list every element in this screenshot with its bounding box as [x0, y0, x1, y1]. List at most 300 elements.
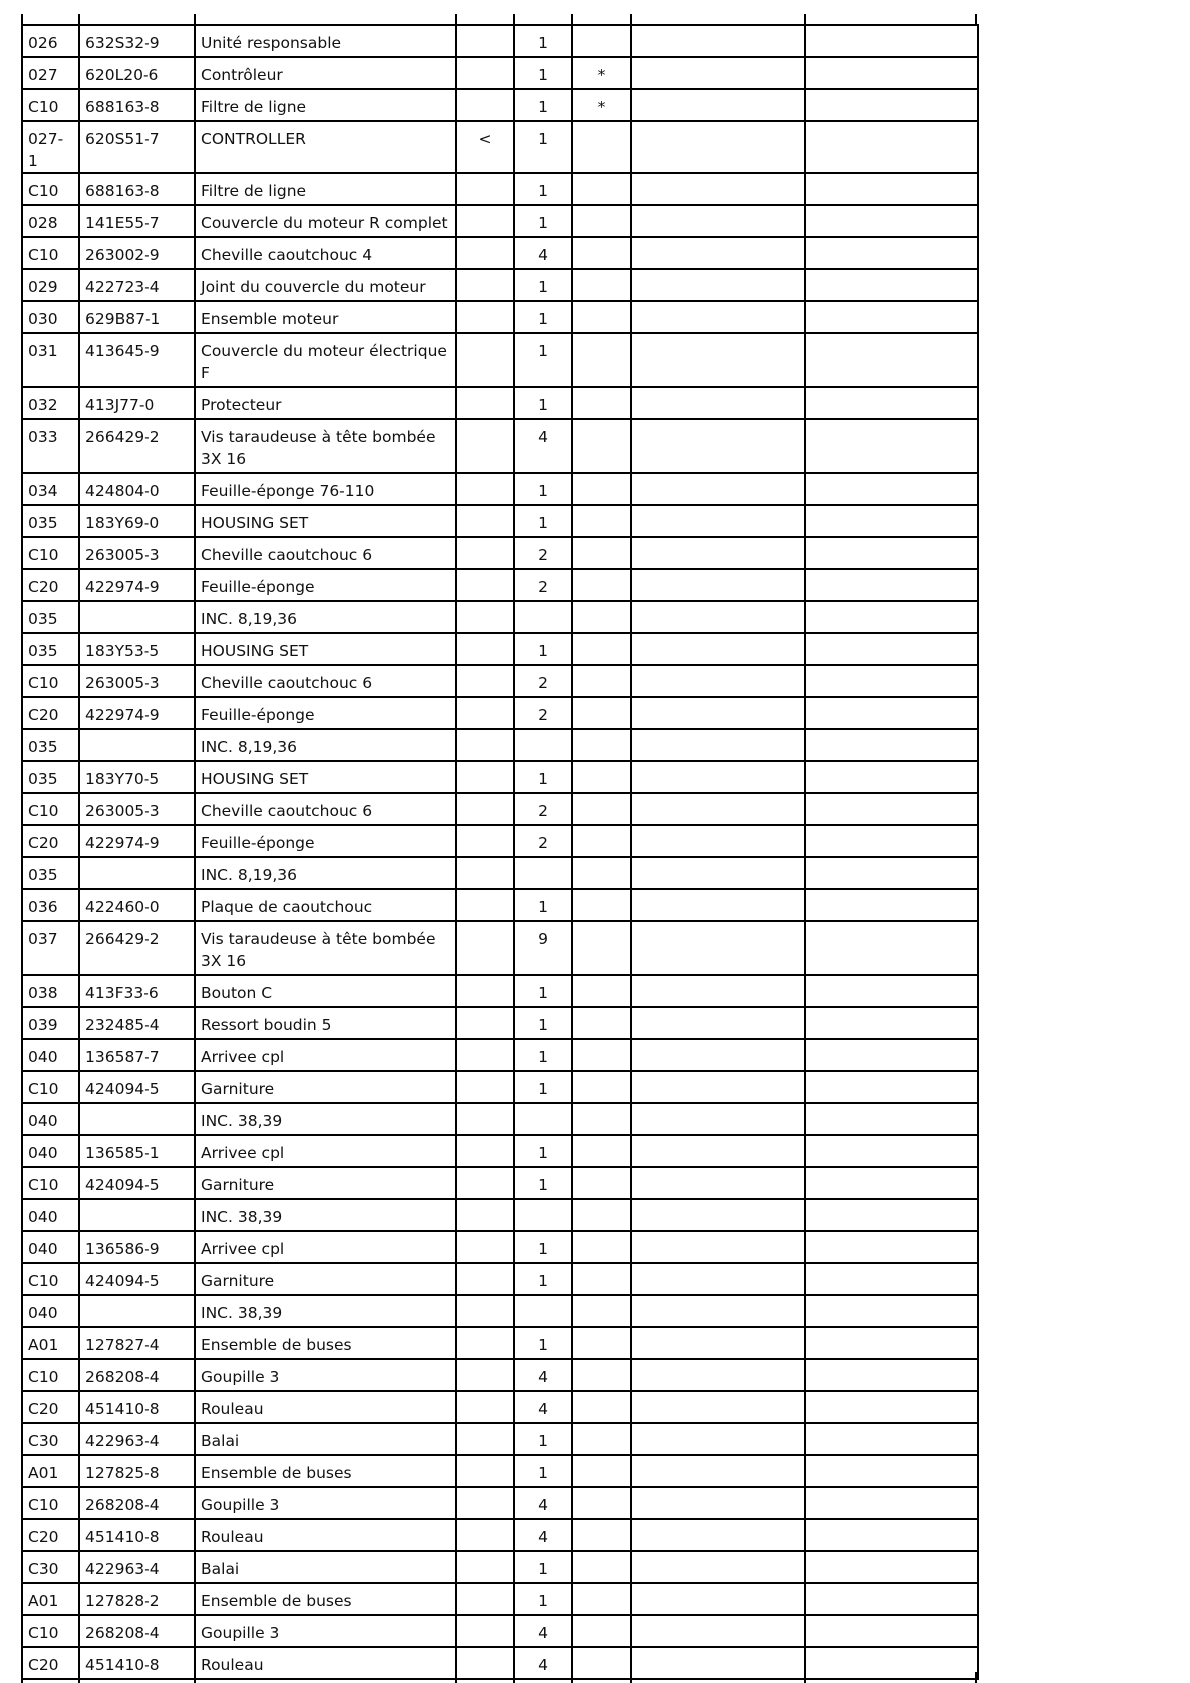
blank-cell [631, 1071, 805, 1103]
part-number-cell: 451410-8 [79, 1647, 195, 1679]
part-number-cell: 266429-2 [79, 921, 195, 975]
ref-number-cell: 034 [22, 473, 79, 505]
description-cell: Cheville caoutchouc 6 [195, 793, 456, 825]
table-row [22, 729, 978, 761]
blank-cell [631, 1455, 805, 1487]
table-row [22, 121, 978, 173]
blank-cell [631, 975, 805, 1007]
part-number-cell: 422963-4 [79, 1423, 195, 1455]
quantity-cell: 1 [514, 1071, 572, 1103]
table-row [22, 1295, 978, 1327]
note-cell [456, 1615, 514, 1647]
part-number-cell: 127827-4 [79, 1327, 195, 1359]
blank-cell [805, 601, 978, 633]
mark-cell [572, 1199, 631, 1231]
blank-cell [805, 697, 978, 729]
table-row [22, 761, 978, 793]
note-cell [456, 173, 514, 205]
part-number-cell: 263002-9 [79, 237, 195, 269]
ref-number-cell: C30 [22, 1423, 79, 1455]
description-cell: INC. 8,19,36 [195, 601, 456, 633]
note-cell [456, 1135, 514, 1167]
table-row [22, 419, 978, 473]
table-row [22, 569, 978, 601]
description-cell: Feuille-éponge [195, 569, 456, 601]
blank-cell [631, 1263, 805, 1295]
table-row [22, 301, 978, 333]
part-number-cell: 413645-9 [79, 333, 195, 387]
blank-cell [631, 387, 805, 419]
description-cell: Protecteur [195, 387, 456, 419]
quantity-cell: 1 [514, 1551, 572, 1583]
mark-cell [572, 1103, 631, 1135]
ref-number-cell: C20 [22, 697, 79, 729]
mark-cell [572, 569, 631, 601]
blank-cell [805, 761, 978, 793]
mark-cell [572, 505, 631, 537]
blank-cell [805, 1167, 978, 1199]
mark-cell [572, 25, 631, 57]
blank-cell [631, 333, 805, 387]
blank-cell [805, 237, 978, 269]
ref-number-cell: 040 [22, 1199, 79, 1231]
mark-cell [572, 889, 631, 921]
note-cell [456, 975, 514, 1007]
mark-cell [572, 1135, 631, 1167]
mark-cell [572, 1007, 631, 1039]
ref-number-cell: C10 [22, 665, 79, 697]
description-cell: HOUSING SET [195, 761, 456, 793]
table-row [22, 1423, 978, 1455]
part-number-cell: 451410-8 [79, 1391, 195, 1423]
description-cell: INC. 38,39 [195, 1199, 456, 1231]
mark-cell [572, 205, 631, 237]
table-row [22, 1583, 978, 1615]
note-cell: < [456, 121, 514, 173]
note-cell [456, 921, 514, 975]
quantity-cell: 1 [514, 505, 572, 537]
note-cell [456, 1455, 514, 1487]
table-row [22, 889, 978, 921]
description-cell: Feuille-éponge [195, 697, 456, 729]
description-cell: Vis taraudeuse à tête bombée 3X 16 [195, 921, 456, 975]
note-cell [456, 1583, 514, 1615]
part-number-cell: 424094-5 [79, 1167, 195, 1199]
quantity-cell: 9 [514, 921, 572, 975]
quantity-cell: 1 [514, 633, 572, 665]
ref-number-cell: C20 [22, 825, 79, 857]
part-number-cell: 127828-2 [79, 1583, 195, 1615]
mark-cell [572, 1391, 631, 1423]
mark-cell [572, 333, 631, 387]
ref-number-cell: 031 [22, 333, 79, 387]
ref-number-cell: 032 [22, 387, 79, 419]
note-cell [456, 697, 514, 729]
quantity-cell: 4 [514, 419, 572, 473]
table-row [22, 537, 978, 569]
blank-cell [805, 537, 978, 569]
quantity-cell: 4 [514, 1359, 572, 1391]
quantity-cell: 1 [514, 1039, 572, 1071]
blank-cell [805, 419, 978, 473]
part-number-cell: 422723-4 [79, 269, 195, 301]
note-cell [456, 1071, 514, 1103]
mark-cell [572, 419, 631, 473]
blank-cell [805, 301, 978, 333]
ref-number-cell: 029 [22, 269, 79, 301]
blank-cell [631, 173, 805, 205]
table-row [22, 793, 978, 825]
blank-cell [805, 269, 978, 301]
description-cell: Ensemble de buses [195, 1455, 456, 1487]
blank-cell [805, 1103, 978, 1135]
mark-cell [572, 537, 631, 569]
table-row [22, 825, 978, 857]
quantity-cell [514, 857, 572, 889]
ref-number-cell: 028 [22, 205, 79, 237]
note-cell [456, 537, 514, 569]
blank-cell [631, 1583, 805, 1615]
part-number-cell: 629B87-1 [79, 301, 195, 333]
quantity-cell: 1 [514, 301, 572, 333]
note-cell [456, 89, 514, 121]
description-cell: Feuille-éponge [195, 825, 456, 857]
quantity-cell: 1 [514, 1327, 572, 1359]
part-number-cell: 413F33-6 [79, 975, 195, 1007]
quantity-cell: 1 [514, 89, 572, 121]
table-row [22, 57, 978, 89]
blank-cell [631, 301, 805, 333]
note-cell [456, 505, 514, 537]
blank-cell [631, 569, 805, 601]
ref-number-cell: 030 [22, 301, 79, 333]
note-cell [456, 473, 514, 505]
blank-cell [805, 387, 978, 419]
note-cell [456, 1039, 514, 1071]
quantity-cell: 2 [514, 569, 572, 601]
mark-cell [572, 601, 631, 633]
description-cell: INC. 38,39 [195, 1103, 456, 1135]
note-cell [456, 301, 514, 333]
ref-number-cell: 040 [22, 1039, 79, 1071]
blank-cell [631, 1391, 805, 1423]
quantity-cell: 1 [514, 121, 572, 173]
blank-cell [805, 121, 978, 173]
blank-cell [631, 1007, 805, 1039]
table-row [22, 1327, 978, 1359]
part-number-cell [79, 1103, 195, 1135]
description-cell: Couvercle du moteur R complet [195, 205, 456, 237]
quantity-cell: 4 [514, 1519, 572, 1551]
note-cell [456, 633, 514, 665]
blank-cell [631, 1615, 805, 1647]
quantity-cell: 4 [514, 1487, 572, 1519]
note-cell [456, 1231, 514, 1263]
ref-number-cell: C10 [22, 537, 79, 569]
quantity-cell [514, 601, 572, 633]
blank-cell [805, 89, 978, 121]
mark-cell [572, 921, 631, 975]
blank-cell [631, 1647, 805, 1679]
quantity-cell: 4 [514, 1615, 572, 1647]
ref-number-cell: 040 [22, 1295, 79, 1327]
ref-number-cell: C10 [22, 1263, 79, 1295]
blank-cell [631, 473, 805, 505]
table-row [22, 1007, 978, 1039]
table-row [22, 173, 978, 205]
part-number-cell: 268208-4 [79, 1359, 195, 1391]
blank-cell [805, 1199, 978, 1231]
blank-cell [805, 665, 978, 697]
mark-cell [572, 387, 631, 419]
blank-cell [805, 1327, 978, 1359]
mark-cell [572, 1487, 631, 1519]
description-cell: Cheville caoutchouc 4 [195, 237, 456, 269]
mark-cell [572, 1167, 631, 1199]
note-cell [456, 1551, 514, 1583]
mark-cell [572, 975, 631, 1007]
ref-number-cell: 033 [22, 419, 79, 473]
table-row [22, 1519, 978, 1551]
quantity-cell [514, 1199, 572, 1231]
part-number-cell [79, 1199, 195, 1231]
note-cell [456, 793, 514, 825]
blank-cell [631, 25, 805, 57]
blank-cell [631, 419, 805, 473]
ref-number-cell: C10 [22, 89, 79, 121]
blank-cell [631, 1231, 805, 1263]
part-number-cell: 183Y69-0 [79, 505, 195, 537]
quantity-cell [514, 729, 572, 761]
ref-number-cell: C10 [22, 237, 79, 269]
part-number-cell: 136585-1 [79, 1135, 195, 1167]
description-cell: Balai [195, 1551, 456, 1583]
quantity-cell: 1 [514, 1135, 572, 1167]
part-number-cell: 632S32-9 [79, 25, 195, 57]
ref-number-cell: 027-1 [22, 121, 79, 173]
blank-cell [631, 1519, 805, 1551]
mark-cell [572, 173, 631, 205]
quantity-cell: 4 [514, 1391, 572, 1423]
note-cell [456, 857, 514, 889]
table-row [22, 1103, 978, 1135]
part-number-cell: 266429-2 [79, 419, 195, 473]
table-row [22, 1263, 978, 1295]
note-cell [456, 729, 514, 761]
note-cell [456, 1391, 514, 1423]
quantity-cell: 1 [514, 173, 572, 205]
quantity-cell: 1 [514, 473, 572, 505]
blank-cell [805, 473, 978, 505]
blank-cell [805, 1615, 978, 1647]
blank-cell [631, 793, 805, 825]
part-number-cell: 422974-9 [79, 569, 195, 601]
blank-cell [631, 1327, 805, 1359]
blank-cell [805, 1039, 978, 1071]
description-cell: Balai [195, 1423, 456, 1455]
table-row [22, 1039, 978, 1071]
description-cell: HOUSING SET [195, 505, 456, 537]
description-cell: Ensemble de buses [195, 1327, 456, 1359]
mark-cell [572, 269, 631, 301]
quantity-cell: 1 [514, 975, 572, 1007]
blank-cell [631, 761, 805, 793]
blank-cell [805, 57, 978, 89]
blank-cell [805, 889, 978, 921]
parts-list-body [22, 25, 978, 1679]
blank-cell [631, 1103, 805, 1135]
table-row [22, 269, 978, 301]
ref-number-cell: C20 [22, 1647, 79, 1679]
table-row [22, 857, 978, 889]
table-row [22, 237, 978, 269]
mark-cell [572, 1423, 631, 1455]
table-row [22, 505, 978, 537]
note-cell [456, 237, 514, 269]
note-cell [456, 1519, 514, 1551]
description-cell: CONTROLLER [195, 121, 456, 173]
part-number-cell: 127825-8 [79, 1455, 195, 1487]
blank-cell [805, 25, 978, 57]
blank-cell [805, 1455, 978, 1487]
mark-cell [572, 1071, 631, 1103]
blank-cell [631, 697, 805, 729]
description-cell: Joint du couvercle du moteur [195, 269, 456, 301]
description-cell: Garniture [195, 1071, 456, 1103]
quantity-cell: 1 [514, 1583, 572, 1615]
part-number-cell: 422974-9 [79, 825, 195, 857]
mark-cell [572, 1455, 631, 1487]
quantity-cell: 2 [514, 665, 572, 697]
ref-number-cell: C20 [22, 569, 79, 601]
part-number-cell: 620S51-7 [79, 121, 195, 173]
part-number-cell: 424094-5 [79, 1263, 195, 1295]
note-cell [456, 1263, 514, 1295]
ref-number-cell: C10 [22, 173, 79, 205]
blank-cell [631, 889, 805, 921]
description-cell: Rouleau [195, 1647, 456, 1679]
description-cell: Contrôleur [195, 57, 456, 89]
part-number-cell: 413J77-0 [79, 387, 195, 419]
note-cell [456, 889, 514, 921]
blank-cell [805, 1487, 978, 1519]
note-cell [456, 1647, 514, 1679]
part-number-cell: 422460-0 [79, 889, 195, 921]
quantity-cell: 1 [514, 205, 572, 237]
part-number-cell: 136587-7 [79, 1039, 195, 1071]
mark-cell [572, 1647, 631, 1679]
quantity-cell: 2 [514, 697, 572, 729]
ref-number-cell: C10 [22, 1615, 79, 1647]
note-cell [456, 333, 514, 387]
quantity-cell: 1 [514, 1231, 572, 1263]
quantity-cell [514, 1295, 572, 1327]
ref-number-cell: 036 [22, 889, 79, 921]
note-cell [456, 825, 514, 857]
note-cell [456, 665, 514, 697]
description-cell: Goupille 3 [195, 1487, 456, 1519]
mark-cell: * [572, 89, 631, 121]
ref-number-cell: C10 [22, 1071, 79, 1103]
table-row [22, 1647, 978, 1679]
mark-cell [572, 825, 631, 857]
blank-cell [805, 1391, 978, 1423]
quantity-cell: 1 [514, 25, 572, 57]
part-number-cell: 136586-9 [79, 1231, 195, 1263]
parts-list-table [21, 24, 979, 1680]
note-cell [456, 1103, 514, 1135]
ref-number-cell: C20 [22, 1391, 79, 1423]
part-number-cell: 263005-3 [79, 665, 195, 697]
table-row [22, 25, 978, 57]
blank-cell [631, 665, 805, 697]
mark-cell [572, 697, 631, 729]
quantity-cell: 1 [514, 1263, 572, 1295]
blank-cell [631, 1167, 805, 1199]
part-number-cell: 688163-8 [79, 173, 195, 205]
mark-cell [572, 1359, 631, 1391]
description-cell: Unité responsable [195, 25, 456, 57]
blank-cell [631, 89, 805, 121]
note-cell [456, 1295, 514, 1327]
description-cell: HOUSING SET [195, 633, 456, 665]
blank-cell [631, 505, 805, 537]
ref-number-cell: A01 [22, 1327, 79, 1359]
part-number-cell: 141E55-7 [79, 205, 195, 237]
ref-number-cell: C10 [22, 1167, 79, 1199]
blank-cell [631, 1423, 805, 1455]
table-row [22, 473, 978, 505]
blank-cell [631, 57, 805, 89]
description-cell: Cheville caoutchouc 6 [195, 537, 456, 569]
description-cell: Garniture [195, 1263, 456, 1295]
ref-number-cell: 038 [22, 975, 79, 1007]
blank-cell [805, 1135, 978, 1167]
description-cell: Ressort boudin 5 [195, 1007, 456, 1039]
part-number-cell: 424094-5 [79, 1071, 195, 1103]
mark-cell [572, 665, 631, 697]
quantity-cell: 4 [514, 1647, 572, 1679]
blank-cell [631, 601, 805, 633]
blank-cell [631, 1295, 805, 1327]
ref-number-cell: 035 [22, 505, 79, 537]
ref-number-cell: 035 [22, 633, 79, 665]
part-number-cell: 183Y70-5 [79, 761, 195, 793]
description-cell: INC. 38,39 [195, 1295, 456, 1327]
description-cell: Feuille-éponge 76-110 [195, 473, 456, 505]
mark-cell [572, 121, 631, 173]
table-row [22, 387, 978, 419]
part-number-cell: 183Y53-5 [79, 633, 195, 665]
description-cell: Bouton C [195, 975, 456, 1007]
blank-cell [805, 729, 978, 761]
part-number-cell: 263005-3 [79, 537, 195, 569]
mark-cell [572, 1583, 631, 1615]
part-number-cell [79, 601, 195, 633]
description-cell: Plaque de caoutchouc [195, 889, 456, 921]
part-number-cell: 422974-9 [79, 697, 195, 729]
blank-cell [805, 1263, 978, 1295]
blank-cell [631, 537, 805, 569]
table-row [22, 697, 978, 729]
quantity-cell: 1 [514, 387, 572, 419]
table-row [22, 205, 978, 237]
mark-cell: * [572, 57, 631, 89]
blank-cell [631, 1551, 805, 1583]
table-row [22, 1615, 978, 1647]
ref-number-cell: C10 [22, 1359, 79, 1391]
part-number-cell: 232485-4 [79, 1007, 195, 1039]
